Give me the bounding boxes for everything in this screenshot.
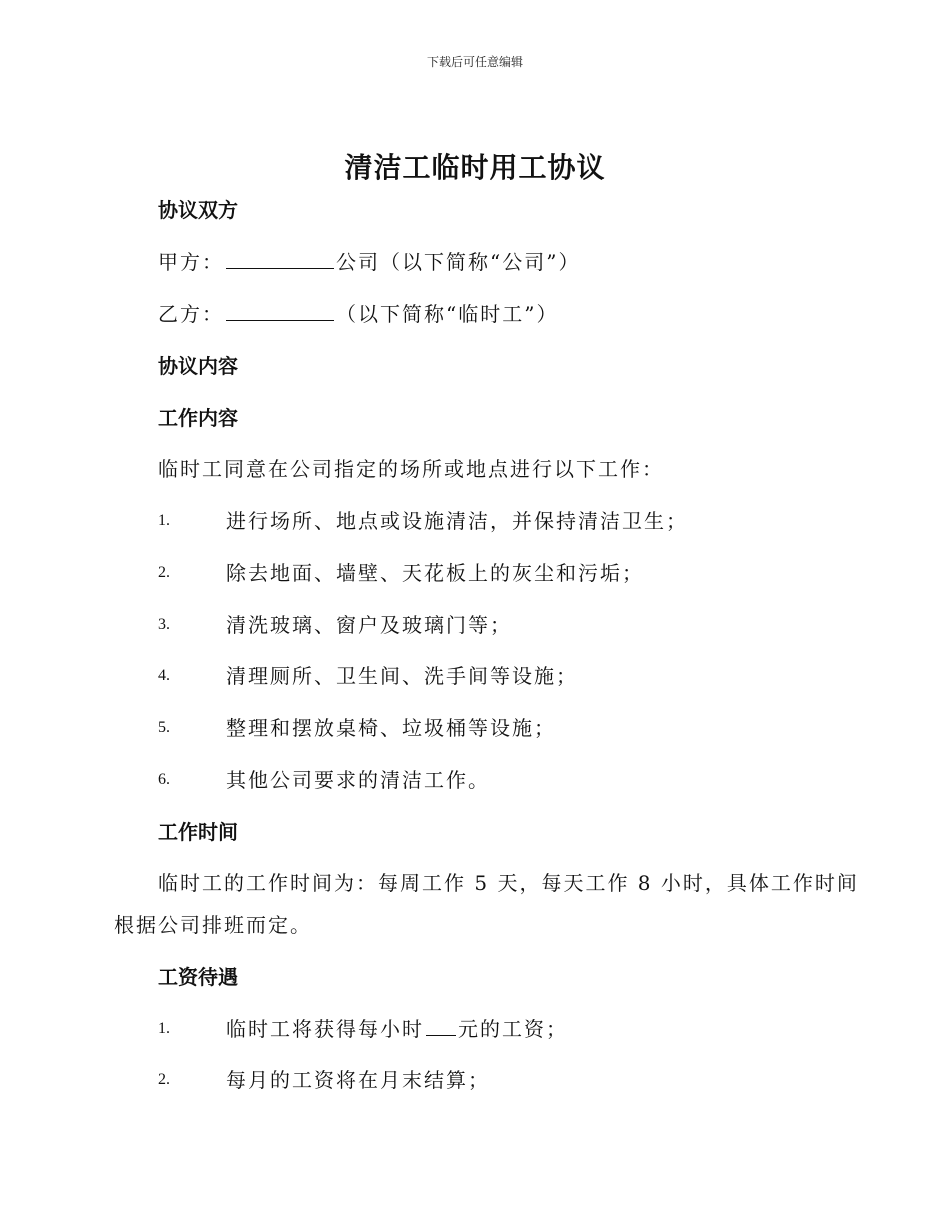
party-b-suffix: （以下简称“临时工”） (336, 302, 559, 326)
header-note: 下载后可任意编辑 (426, 55, 523, 69)
wage-item-text (226, 1015, 568, 1043)
work-item-number: 6. (158, 771, 170, 788)
work-item-text: 清理厕所、卫生间、洗手间等设施； (226, 664, 578, 688)
section-heading-work-content: 工作内容 (158, 406, 238, 430)
work-item-text: 清洗玻璃、窗户及玻璃门等； (226, 613, 512, 637)
wage-item-text-after: 元的工资； (458, 1017, 568, 1041)
wage-item-number: 2. (158, 1071, 170, 1088)
party-b-label: 乙方： (158, 302, 224, 326)
work-item-text: 整理和摆放桌椅、垃圾桶等设施； (226, 716, 556, 740)
work-time-paragraph-line1: 临时工的工作时间为：每周工作 5 天，每天工作 8 小时，具体工作时间 (158, 871, 859, 895)
work-item-number: 4. (158, 667, 170, 684)
party-a-line (158, 248, 580, 276)
work-item-number: 3. (158, 616, 170, 633)
work-item-number: 5. (158, 719, 170, 736)
party-a-suffix: 公司（以下简称“公司”） (336, 250, 581, 274)
party-a-blank[interactable] (226, 248, 334, 269)
work-content-intro: 临时工同意在公司指定的场所或地点进行以下工作： (158, 457, 664, 481)
work-item-text: 其他公司要求的清洁工作。 (226, 768, 490, 792)
section-heading-parties: 协议双方 (158, 198, 238, 222)
party-b-line (158, 300, 558, 328)
work-time-paragraph-line2: 根据公司排班而定。 (114, 913, 312, 937)
work-item-text: 进行场所、地点或设施清洁，并保持清洁卫生； (226, 509, 688, 533)
work-item-number: 1. (158, 512, 170, 529)
document-title: 清洁工临时用工协议 (344, 151, 606, 184)
hourly-wage-blank[interactable] (426, 1015, 456, 1036)
section-heading-work-time: 工作时间 (158, 820, 238, 844)
party-a-label: 甲方： (158, 250, 224, 274)
party-b-blank[interactable] (226, 300, 334, 321)
section-heading-content: 协议内容 (158, 354, 238, 378)
work-item-number: 2. (158, 564, 170, 581)
wage-item-text-before: 临时工将获得每小时 (226, 1017, 424, 1041)
section-heading-wages: 工资待遇 (158, 965, 238, 989)
wage-item-number: 1. (158, 1020, 170, 1037)
wage-item-text: 每月的工资将在月末结算； (226, 1068, 490, 1092)
work-item-text: 除去地面、墙壁、天花板上的灰尘和污垢； (226, 561, 644, 585)
